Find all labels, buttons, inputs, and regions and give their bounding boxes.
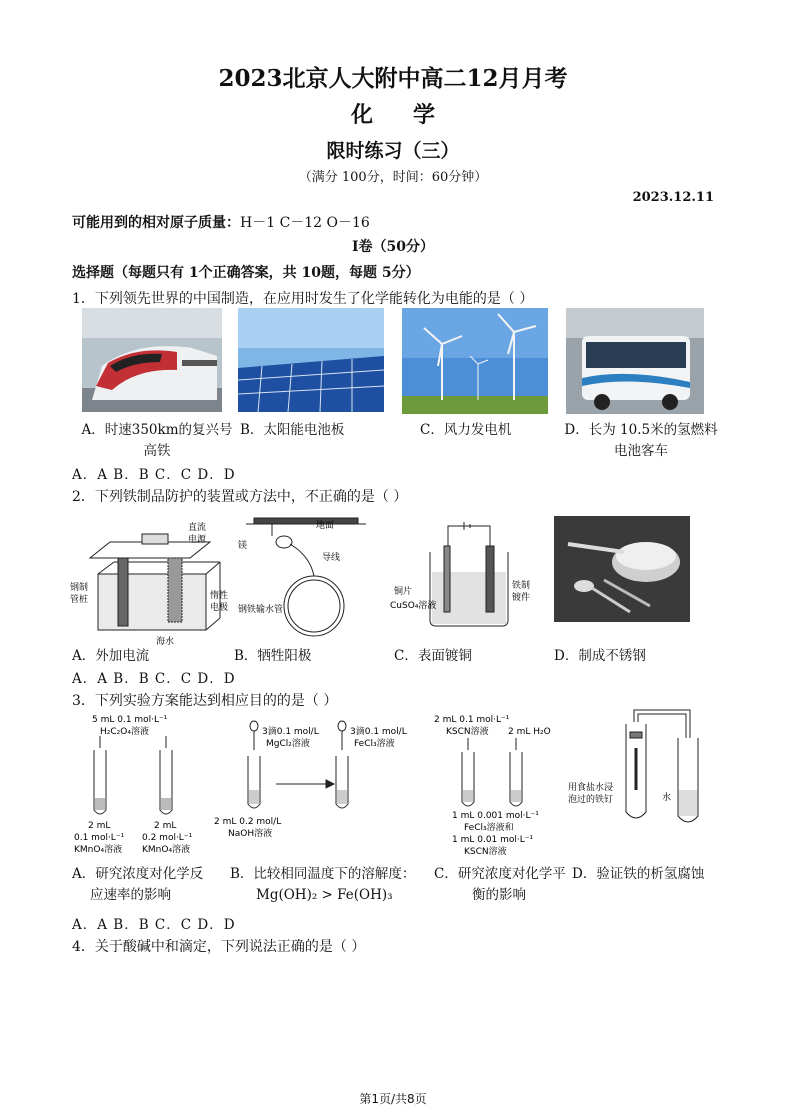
svg-text:2 mL: 2 mL xyxy=(154,821,177,831)
sacrificial-anode-diagram xyxy=(236,516,376,646)
wind-turbine-image xyxy=(402,308,548,414)
stainless-steel-image xyxy=(554,516,690,622)
svg-text:KMnO₄溶液: KMnO₄溶液 xyxy=(142,845,191,855)
svg-text:FeCl₃溶液: FeCl₃溶液 xyxy=(354,739,395,749)
svg-text:铁制: 铁制 xyxy=(512,581,531,591)
svg-text:1 mL 0.01 mol·L⁻¹: 1 mL 0.01 mol·L⁻¹ xyxy=(452,835,534,845)
reaction-rate-diagram xyxy=(70,710,210,860)
svg-text:2 mL H₂O: 2 mL H₂O xyxy=(508,727,551,737)
svg-text:地面: 地面 xyxy=(316,521,335,531)
question-3-text: 3．下列实验方案能达到相应目的的是（ ） xyxy=(72,693,338,709)
hydrogen-bus-image xyxy=(566,308,704,414)
question-4-text: 4．关于酸碱中和滴定，下列说法正确的是（ ） xyxy=(72,939,366,955)
svg-text:0.1 mol·L⁻¹: 0.1 mol·L⁻¹ xyxy=(74,833,125,843)
masses-values: H－1 C－12 O－16 xyxy=(240,215,370,231)
svg-text:1 mL 0.001 mol·L⁻¹: 1 mL 0.001 mol·L⁻¹ xyxy=(452,811,539,821)
svg-text:铜片: 铜片 xyxy=(394,587,413,597)
svg-text:海水: 海水 xyxy=(156,637,175,647)
svg-text:0.2 mol·L⁻¹: 0.2 mol·L⁻¹ xyxy=(142,833,193,843)
subject-title: 化学 xyxy=(350,102,475,128)
svg-text:直流: 直流 xyxy=(188,523,207,533)
instructions: 选择题（每题只有 1个正确答案，共 10题，每题 5分） xyxy=(72,265,420,281)
svg-text:电源: 电源 xyxy=(188,535,207,545)
section-heading: Ⅰ卷（50分） xyxy=(351,239,435,255)
svg-text:电极: 电极 xyxy=(210,603,229,613)
svg-text:FeCl₃溶液和: FeCl₃溶液和 xyxy=(464,823,514,833)
q3-caption-c: C．研究浓度对化学平 衡的影响 xyxy=(434,866,566,903)
svg-text:惰性: 惰性 xyxy=(210,591,229,601)
svg-text:泡过的铁钉: 泡过的铁钉 xyxy=(568,795,614,805)
svg-text:2 mL 0.2 mol/L: 2 mL 0.2 mol/L xyxy=(214,817,282,827)
q1-answer-options: A．A B．B C．C D．D xyxy=(72,467,236,483)
score-time-note: （满分 100分，时间：60分钟） xyxy=(298,170,488,185)
corrosion-diagram xyxy=(566,708,706,828)
masses-label: 可能用到的相对原子质量： xyxy=(72,215,240,231)
page-footer: 第1页/共8页 xyxy=(359,1092,427,1106)
svg-text:MgCl₂溶液: MgCl₂溶液 xyxy=(266,739,310,749)
q3-caption-d: D．验证铁的析氢腐蚀 xyxy=(572,866,705,882)
q2-caption-d: D．制成不锈钢 xyxy=(554,648,646,664)
svg-text:镀件: 镀件 xyxy=(512,593,531,603)
svg-text:NaOH溶液: NaOH溶液 xyxy=(228,829,273,839)
q1-caption-a: A．时速350km的复兴号 高铁 xyxy=(81,422,233,459)
q2-caption-b: B．牺牲阳极 xyxy=(234,648,312,664)
solubility-diagram xyxy=(214,714,424,844)
q2-caption-a: A．外加电流 xyxy=(72,648,150,664)
svg-text:钢制: 钢制 xyxy=(70,583,89,593)
svg-text:导线: 导线 xyxy=(322,553,341,563)
svg-text:用食盐水浸: 用食盐水浸 xyxy=(568,783,614,793)
train-image xyxy=(82,308,222,412)
q1-caption-d: D．长为 10.5米的氢燃料 电池客车 xyxy=(564,422,718,459)
q1-caption-b: B．太阳能电池板 xyxy=(240,422,345,438)
svg-text:3滴0.1 mol/L: 3滴0.1 mol/L xyxy=(262,727,319,737)
svg-text:KSCN溶液: KSCN溶液 xyxy=(464,847,507,857)
svg-text:2 mL: 2 mL xyxy=(88,821,111,831)
svg-text:2 mL 0.1 mol·L⁻¹: 2 mL 0.1 mol·L⁻¹ xyxy=(434,715,510,725)
svg-text:3滴0.1 mol/L: 3滴0.1 mol/L xyxy=(350,727,407,737)
q3-caption-b: B．比较相同温度下的溶解度： Mg(OH)₂ > Fe(OH)₃ xyxy=(230,866,416,903)
question-1-text: 1．下列领先世界的中国制造，在应用时发生了化学能转化为电能的是（ ） xyxy=(72,291,534,307)
atomic-masses xyxy=(72,212,370,232)
q1-caption-c: C．风力发电机 xyxy=(420,422,512,438)
equilibrium-diagram xyxy=(432,710,562,860)
q2-answer-options: A．A B．B C．C D．D xyxy=(72,671,236,687)
copper-plating-diagram xyxy=(390,516,540,646)
exam-title: 2023北京人大附中高二12月月考 xyxy=(218,65,568,92)
q3-answer-options: A．A B．B C．C D．D xyxy=(72,917,236,933)
q2-caption-c: C．表面镀铜 xyxy=(394,648,472,664)
svg-text:KSCN溶液: KSCN溶液 xyxy=(446,727,489,737)
svg-text:镁: 镁 xyxy=(238,541,248,551)
subtitle: 限时练习（三） xyxy=(326,140,460,162)
svg-text:5 mL 0.1 mol·L⁻¹: 5 mL 0.1 mol·L⁻¹ xyxy=(92,715,168,725)
question-2-text: 2．下列铁制品防护的装置或方法中，不正确的是（ ） xyxy=(72,489,408,505)
svg-text:水: 水 xyxy=(662,793,672,803)
q3-caption-a: A．研究浓度对化学反 应速率的影响 xyxy=(72,866,204,903)
svg-text:CuSO₄溶液: CuSO₄溶液 xyxy=(390,601,437,611)
svg-text:H₂C₂O₄溶液: H₂C₂O₄溶液 xyxy=(100,727,149,737)
exam-date: 2023.12.11 xyxy=(632,190,714,205)
solar-panel-image xyxy=(238,308,384,412)
svg-text:管桩: 管桩 xyxy=(70,595,89,605)
impressed-current-diagram xyxy=(70,518,230,648)
svg-text:KMnO₄溶液: KMnO₄溶液 xyxy=(74,845,123,855)
svg-text:钢铁输水管: 钢铁输水管 xyxy=(238,605,284,615)
